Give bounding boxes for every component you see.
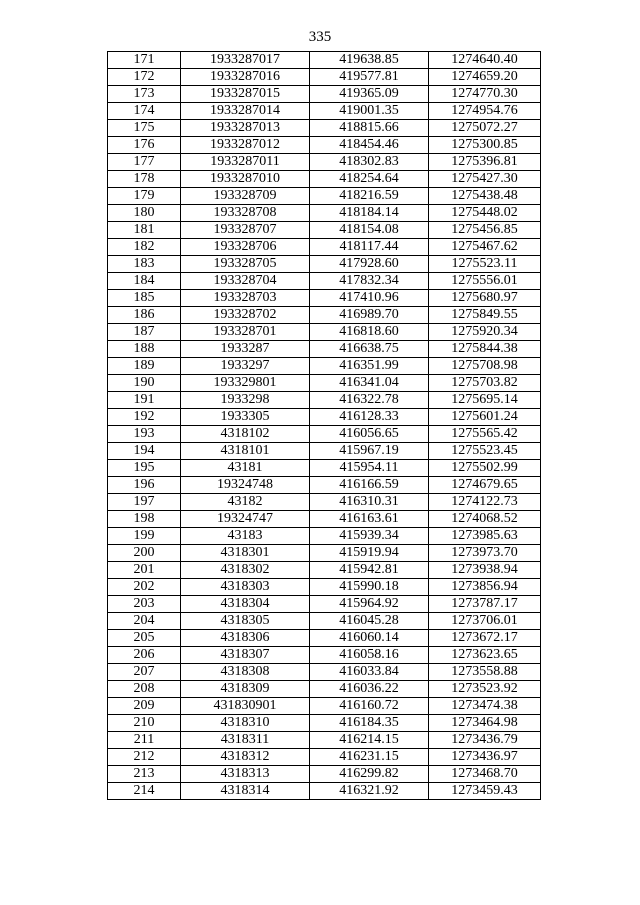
point-id-cell: 19324747 xyxy=(181,511,310,528)
table-row xyxy=(108,375,541,392)
y-coordinate-cell: 1274659.20 xyxy=(429,69,541,86)
x-coordinate-cell: 418454.46 xyxy=(310,137,429,154)
x-coordinate-cell: 419577.81 xyxy=(310,69,429,86)
y-coordinate-cell: 1275072.27 xyxy=(429,120,541,137)
table-body xyxy=(108,52,541,800)
point-id-cell: 1933287 xyxy=(181,341,310,358)
x-coordinate-cell: 416351.99 xyxy=(310,358,429,375)
table-row xyxy=(108,120,541,137)
table-row xyxy=(108,205,541,222)
table-row xyxy=(108,511,541,528)
row-number-cell: 190 xyxy=(108,375,181,392)
x-coordinate-cell: 416214.15 xyxy=(310,732,429,749)
point-id-cell: 1933287015 xyxy=(181,86,310,103)
row-number-cell: 193 xyxy=(108,426,181,443)
table-row xyxy=(108,86,541,103)
row-number-cell: 212 xyxy=(108,749,181,766)
table-row xyxy=(108,715,541,732)
row-number-cell: 180 xyxy=(108,205,181,222)
x-coordinate-cell: 416818.60 xyxy=(310,324,429,341)
row-number-cell: 192 xyxy=(108,409,181,426)
point-id-cell: 4318309 xyxy=(181,681,310,698)
row-number-cell: 207 xyxy=(108,664,181,681)
point-id-cell: 431830901 xyxy=(181,698,310,715)
row-number-cell: 210 xyxy=(108,715,181,732)
table-row xyxy=(108,239,541,256)
row-number-cell: 171 xyxy=(108,52,181,69)
table-row xyxy=(108,426,541,443)
y-coordinate-cell: 1274068.52 xyxy=(429,511,541,528)
point-id-cell: 4318305 xyxy=(181,613,310,630)
point-id-cell: 1933305 xyxy=(181,409,310,426)
x-coordinate-cell: 418815.66 xyxy=(310,120,429,137)
row-number-cell: 203 xyxy=(108,596,181,613)
x-coordinate-cell: 416045.28 xyxy=(310,613,429,630)
x-coordinate-cell: 415919.94 xyxy=(310,545,429,562)
y-coordinate-cell: 1275680.97 xyxy=(429,290,541,307)
y-coordinate-cell: 1273558.88 xyxy=(429,664,541,681)
table-row xyxy=(108,562,541,579)
point-id-cell: 4318101 xyxy=(181,443,310,460)
row-number-cell: 197 xyxy=(108,494,181,511)
point-id-cell: 193328705 xyxy=(181,256,310,273)
table-row xyxy=(108,494,541,511)
x-coordinate-cell: 416036.22 xyxy=(310,681,429,698)
y-coordinate-cell: 1275556.01 xyxy=(429,273,541,290)
x-coordinate-cell: 416310.31 xyxy=(310,494,429,511)
point-id-cell: 193328703 xyxy=(181,290,310,307)
x-coordinate-cell: 419638.85 xyxy=(310,52,429,69)
table-row xyxy=(108,783,541,800)
table-row xyxy=(108,324,541,341)
table-row xyxy=(108,188,541,205)
y-coordinate-cell: 1274122.73 xyxy=(429,494,541,511)
y-coordinate-cell: 1275300.85 xyxy=(429,137,541,154)
point-id-cell: 193328701 xyxy=(181,324,310,341)
point-id-cell: 4318312 xyxy=(181,749,310,766)
row-number-cell: 181 xyxy=(108,222,181,239)
x-coordinate-cell: 417928.60 xyxy=(310,256,429,273)
x-coordinate-cell: 418117.44 xyxy=(310,239,429,256)
point-id-cell: 193328702 xyxy=(181,307,310,324)
table-row xyxy=(108,69,541,86)
table-row xyxy=(108,596,541,613)
point-id-cell: 19324748 xyxy=(181,477,310,494)
x-coordinate-cell: 416160.72 xyxy=(310,698,429,715)
x-coordinate-cell: 417832.34 xyxy=(310,273,429,290)
point-id-cell: 4318313 xyxy=(181,766,310,783)
y-coordinate-cell: 1275467.62 xyxy=(429,239,541,256)
y-coordinate-cell: 1275523.45 xyxy=(429,443,541,460)
row-number-cell: 178 xyxy=(108,171,181,188)
x-coordinate-cell: 416231.15 xyxy=(310,749,429,766)
point-id-cell: 1933287012 xyxy=(181,137,310,154)
y-coordinate-cell: 1273938.94 xyxy=(429,562,541,579)
x-coordinate-cell: 416056.65 xyxy=(310,426,429,443)
row-number-cell: 174 xyxy=(108,103,181,120)
row-number-cell: 172 xyxy=(108,69,181,86)
y-coordinate-cell: 1275565.42 xyxy=(429,426,541,443)
table-row xyxy=(108,528,541,545)
y-coordinate-cell: 1273985.63 xyxy=(429,528,541,545)
point-id-cell: 1933287016 xyxy=(181,69,310,86)
table-row xyxy=(108,137,541,154)
table-row xyxy=(108,460,541,477)
y-coordinate-cell: 1273672.17 xyxy=(429,630,541,647)
point-id-cell: 193328709 xyxy=(181,188,310,205)
point-id-cell: 193328707 xyxy=(181,222,310,239)
table-row xyxy=(108,358,541,375)
table-row xyxy=(108,579,541,596)
y-coordinate-cell: 1274954.76 xyxy=(429,103,541,120)
table-row xyxy=(108,732,541,749)
table-row xyxy=(108,664,541,681)
table-row xyxy=(108,171,541,188)
x-coordinate-cell: 416638.75 xyxy=(310,341,429,358)
row-number-cell: 177 xyxy=(108,154,181,171)
table-row xyxy=(108,647,541,664)
table-row xyxy=(108,409,541,426)
y-coordinate-cell: 1275456.85 xyxy=(429,222,541,239)
row-number-cell: 191 xyxy=(108,392,181,409)
point-id-cell: 4318310 xyxy=(181,715,310,732)
row-number-cell: 209 xyxy=(108,698,181,715)
row-number-cell: 186 xyxy=(108,307,181,324)
y-coordinate-cell: 1275844.38 xyxy=(429,341,541,358)
table-row xyxy=(108,443,541,460)
row-number-cell: 189 xyxy=(108,358,181,375)
point-id-cell: 4318311 xyxy=(181,732,310,749)
y-coordinate-cell: 1273459.43 xyxy=(429,783,541,800)
row-number-cell: 205 xyxy=(108,630,181,647)
point-id-cell: 193329801 xyxy=(181,375,310,392)
y-coordinate-cell: 1275695.14 xyxy=(429,392,541,409)
x-coordinate-cell: 416184.35 xyxy=(310,715,429,732)
y-coordinate-cell: 1274679.65 xyxy=(429,477,541,494)
row-number-cell: 195 xyxy=(108,460,181,477)
y-coordinate-cell: 1273623.65 xyxy=(429,647,541,664)
x-coordinate-cell: 418154.08 xyxy=(310,222,429,239)
point-id-cell: 4318314 xyxy=(181,783,310,800)
row-number-cell: 204 xyxy=(108,613,181,630)
table-row xyxy=(108,256,541,273)
y-coordinate-cell: 1273436.97 xyxy=(429,749,541,766)
x-coordinate-cell: 419365.09 xyxy=(310,86,429,103)
point-id-cell: 4318102 xyxy=(181,426,310,443)
x-coordinate-cell: 416341.04 xyxy=(310,375,429,392)
row-number-cell: 199 xyxy=(108,528,181,545)
x-coordinate-cell: 415939.34 xyxy=(310,528,429,545)
y-coordinate-cell: 1274770.30 xyxy=(429,86,541,103)
table-row xyxy=(108,103,541,120)
point-id-cell: 193328704 xyxy=(181,273,310,290)
row-number-cell: 185 xyxy=(108,290,181,307)
table-row xyxy=(108,749,541,766)
y-coordinate-cell: 1273973.70 xyxy=(429,545,541,562)
point-id-cell: 43182 xyxy=(181,494,310,511)
y-coordinate-cell: 1275601.24 xyxy=(429,409,541,426)
point-id-cell: 4318304 xyxy=(181,596,310,613)
y-coordinate-cell: 1273464.98 xyxy=(429,715,541,732)
y-coordinate-cell: 1275523.11 xyxy=(429,256,541,273)
point-id-cell: 193328706 xyxy=(181,239,310,256)
point-id-cell: 43181 xyxy=(181,460,310,477)
y-coordinate-cell: 1275502.99 xyxy=(429,460,541,477)
x-coordinate-cell: 416299.82 xyxy=(310,766,429,783)
table-row xyxy=(108,613,541,630)
x-coordinate-cell: 417410.96 xyxy=(310,290,429,307)
page-number: 335 xyxy=(308,29,332,45)
y-coordinate-cell: 1273436.79 xyxy=(429,732,541,749)
point-id-cell: 4318306 xyxy=(181,630,310,647)
row-number-cell: 198 xyxy=(108,511,181,528)
y-coordinate-cell: 1275920.34 xyxy=(429,324,541,341)
table-row xyxy=(108,222,541,239)
x-coordinate-cell: 415954.11 xyxy=(310,460,429,477)
row-number-cell: 202 xyxy=(108,579,181,596)
row-number-cell: 201 xyxy=(108,562,181,579)
row-number-cell: 213 xyxy=(108,766,181,783)
y-coordinate-cell: 1275849.55 xyxy=(429,307,541,324)
point-id-cell: 4318301 xyxy=(181,545,310,562)
table-row xyxy=(108,681,541,698)
x-coordinate-cell: 418184.14 xyxy=(310,205,429,222)
point-id-cell: 1933287010 xyxy=(181,171,310,188)
y-coordinate-cell: 1275448.02 xyxy=(429,205,541,222)
x-coordinate-cell: 416321.92 xyxy=(310,783,429,800)
table-row xyxy=(108,341,541,358)
row-number-cell: 179 xyxy=(108,188,181,205)
row-number-cell: 214 xyxy=(108,783,181,800)
row-number-cell: 175 xyxy=(108,120,181,137)
point-id-cell: 4318308 xyxy=(181,664,310,681)
point-id-cell: 193328708 xyxy=(181,205,310,222)
y-coordinate-cell: 1275396.81 xyxy=(429,154,541,171)
x-coordinate-cell: 416128.33 xyxy=(310,409,429,426)
point-id-cell: 4318302 xyxy=(181,562,310,579)
x-coordinate-cell: 416989.70 xyxy=(310,307,429,324)
x-coordinate-cell: 415942.81 xyxy=(310,562,429,579)
point-id-cell: 43183 xyxy=(181,528,310,545)
x-coordinate-cell: 418216.59 xyxy=(310,188,429,205)
y-coordinate-cell: 1275708.98 xyxy=(429,358,541,375)
row-number-cell: 208 xyxy=(108,681,181,698)
point-id-cell: 1933297 xyxy=(181,358,310,375)
table-row xyxy=(108,273,541,290)
table-row xyxy=(108,290,541,307)
y-coordinate-cell: 1273468.70 xyxy=(429,766,541,783)
y-coordinate-cell: 1274640.40 xyxy=(429,52,541,69)
point-id-cell: 4318307 xyxy=(181,647,310,664)
row-number-cell: 200 xyxy=(108,545,181,562)
table-row xyxy=(108,154,541,171)
x-coordinate-cell: 416163.61 xyxy=(310,511,429,528)
x-coordinate-cell: 419001.35 xyxy=(310,103,429,120)
x-coordinate-cell: 416166.59 xyxy=(310,477,429,494)
y-coordinate-cell: 1273706.01 xyxy=(429,613,541,630)
y-coordinate-cell: 1273523.92 xyxy=(429,681,541,698)
table-row xyxy=(108,392,541,409)
row-number-cell: 196 xyxy=(108,477,181,494)
point-id-cell: 4318303 xyxy=(181,579,310,596)
table-row xyxy=(108,307,541,324)
row-number-cell: 173 xyxy=(108,86,181,103)
table-row xyxy=(108,52,541,69)
point-id-cell: 1933298 xyxy=(181,392,310,409)
y-coordinate-cell: 1275427.30 xyxy=(429,171,541,188)
point-id-cell: 1933287011 xyxy=(181,154,310,171)
point-id-cell: 1933287017 xyxy=(181,52,310,69)
row-number-cell: 211 xyxy=(108,732,181,749)
x-coordinate-cell: 415964.92 xyxy=(310,596,429,613)
table-row xyxy=(108,766,541,783)
row-number-cell: 176 xyxy=(108,137,181,154)
y-coordinate-cell: 1275438.48 xyxy=(429,188,541,205)
row-number-cell: 194 xyxy=(108,443,181,460)
y-coordinate-cell: 1273474.38 xyxy=(429,698,541,715)
row-number-cell: 184 xyxy=(108,273,181,290)
x-coordinate-cell: 415967.19 xyxy=(310,443,429,460)
y-coordinate-cell: 1275703.82 xyxy=(429,375,541,392)
row-number-cell: 183 xyxy=(108,256,181,273)
x-coordinate-cell: 418302.83 xyxy=(310,154,429,171)
table-row xyxy=(108,698,541,715)
x-coordinate-cell: 418254.64 xyxy=(310,171,429,188)
x-coordinate-cell: 416033.84 xyxy=(310,664,429,681)
table-row xyxy=(108,477,541,494)
x-coordinate-cell: 416322.78 xyxy=(310,392,429,409)
row-number-cell: 182 xyxy=(108,239,181,256)
x-coordinate-cell: 415990.18 xyxy=(310,579,429,596)
x-coordinate-cell: 416060.14 xyxy=(310,630,429,647)
point-id-cell: 1933287013 xyxy=(181,120,310,137)
row-number-cell: 187 xyxy=(108,324,181,341)
point-id-cell: 1933287014 xyxy=(181,103,310,120)
table-row xyxy=(108,630,541,647)
coordinates-table xyxy=(107,51,541,800)
row-number-cell: 188 xyxy=(108,341,181,358)
y-coordinate-cell: 1273856.94 xyxy=(429,579,541,596)
y-coordinate-cell: 1273787.17 xyxy=(429,596,541,613)
table-row xyxy=(108,545,541,562)
x-coordinate-cell: 416058.16 xyxy=(310,647,429,664)
row-number-cell: 206 xyxy=(108,647,181,664)
